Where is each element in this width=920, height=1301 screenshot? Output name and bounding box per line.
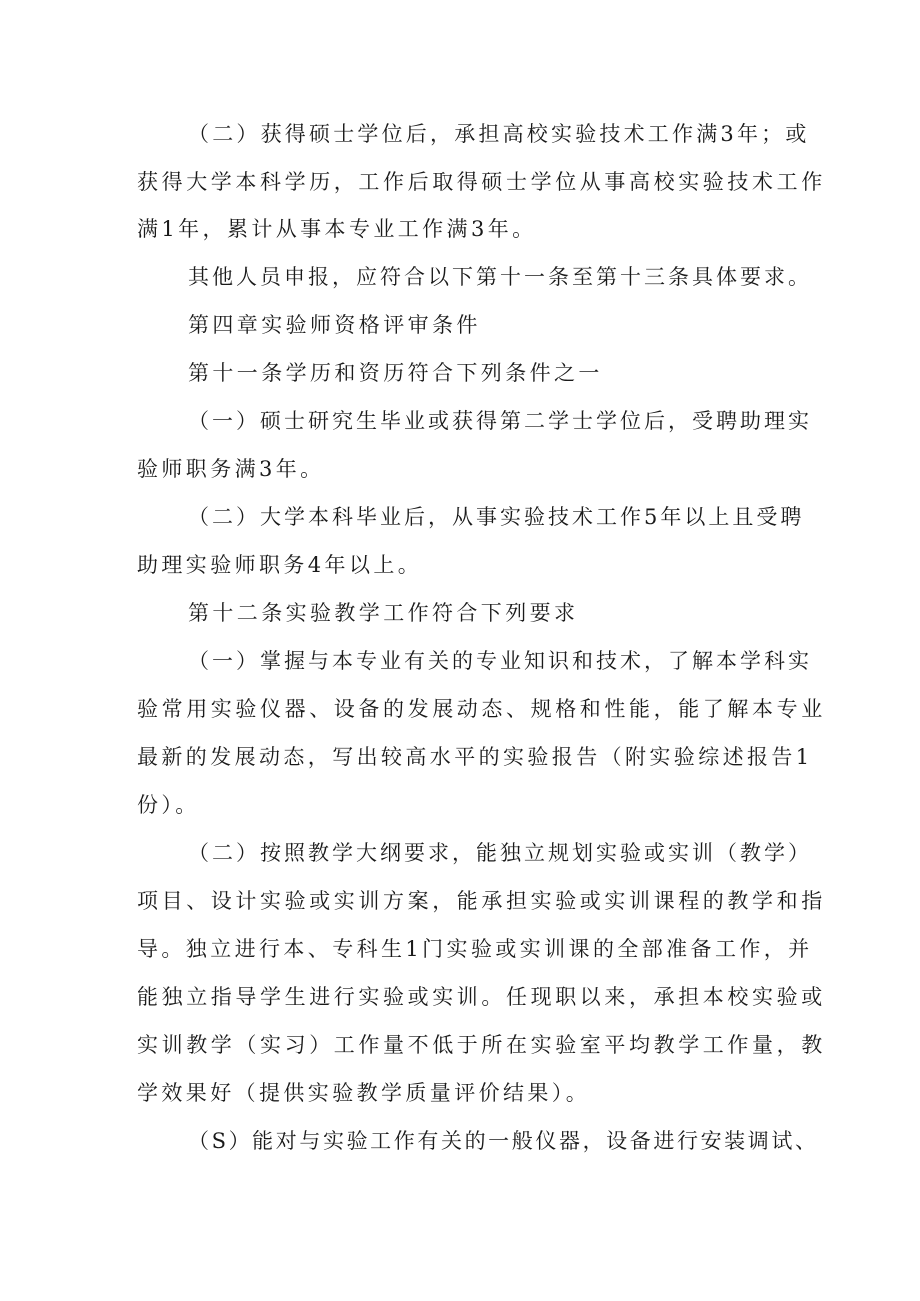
paragraph-line: 验常用实验仪器、设备的发展动态、规格和性能，能了解本专业 xyxy=(137,697,826,721)
paragraph-line: （二）按照教学大纲要求，能独立规划实验或实训（教学） xyxy=(188,841,812,865)
paragraph-line: 其他人员申报，应符合以下第十一条至第十三条具体要求。 xyxy=(188,265,812,289)
paragraph-line: 实训教学（实习）工作量不低于所在实验室平均教学工作量，教 xyxy=(137,1033,826,1057)
paragraph-line: 满1年，累计从事本专业工作满3年。 xyxy=(137,217,537,241)
paragraph-line: 能独立指导学生进行实验或实训。任现职以来，承担本校实验或 xyxy=(137,985,826,1009)
paragraph-line: （S）能对与实验工作有关的一般仪器，设备进行安装调试、 xyxy=(188,1129,819,1153)
paragraph-line: 获得大学本科学历，工作后取得硕士学位从事高校实验技术工作 xyxy=(137,170,826,194)
paragraph-line: 助理实验师职务4年以上。 xyxy=(137,553,423,577)
paragraph-line: 最新的发展动态，写出较高水平的实验报告（附实验综述报告1 xyxy=(137,745,813,769)
paragraph-line: 学效果好（提供实验教学质量评价结果）。 xyxy=(137,1081,591,1105)
paragraph-line: （一）硕士研究生毕业或获得第二学士学位后，受聘助理实 xyxy=(188,409,812,433)
paragraph-line: 份）。 xyxy=(137,793,200,817)
paragraph-line: （二）获得硕士学位后，承担高校实验技术工作满3年；或 xyxy=(188,122,810,146)
chapter-heading: 第四章实验师资格评审条件 xyxy=(188,313,481,337)
article-heading: 第十一条学历和资历符合下列条件之一 xyxy=(188,361,603,385)
paragraph-line: （二）大学本科毕业后，从事实验技术工作5年以上且受聘 xyxy=(188,505,805,529)
article-heading: 第十二条实验教学工作符合下列要求 xyxy=(188,601,579,625)
paragraph-line: （一）掌握与本专业有关的专业知识和技术，了解本学科实 xyxy=(188,649,812,673)
paragraph-line: 导。独立进行本、专科生1门实验或实训课的全部准备工作，并 xyxy=(137,937,813,961)
paragraph-line: 验师职务满3年。 xyxy=(137,457,325,481)
paragraph-line: 项目、设计实验或实训方案，能承担实验或实训课程的教学和指 xyxy=(137,889,826,913)
